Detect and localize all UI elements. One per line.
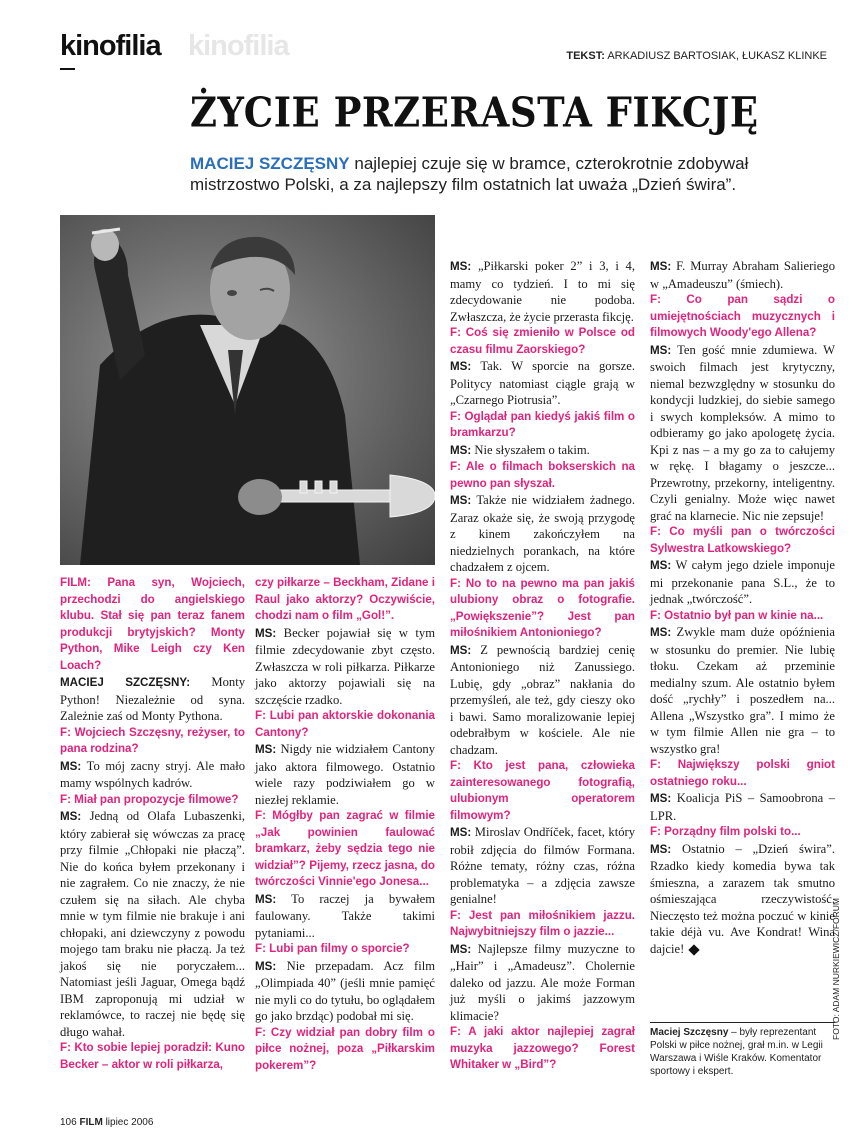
photo-caption xyxy=(650,1022,835,1078)
speaker-label: MS: xyxy=(650,792,672,805)
author-credit xyxy=(566,50,827,62)
speaker-label: MS: xyxy=(450,942,472,956)
speaker-label: MS: xyxy=(650,559,672,572)
answer-text: To raczej ja bywałem faulowany. Także takimi pytaniami... xyxy=(255,891,435,940)
interview-answer xyxy=(255,958,435,1025)
headline: ŻYCIE PRZERASTA FIKCJĘ xyxy=(190,88,759,137)
interview-question: F: Mógłby pan zagrać w filmie „Jak powinien faulować bramkarz, żeby sędzia tego nie widział”? Pijemy, rzecz jasna, do twórczości Vinnie'ego Jonesa... xyxy=(255,809,435,888)
answer-text: Także nie widziałem żadnego. Zaraz okaże się, że swoją przygodę z kinem zakończyłem na niedzielnych porankach, na które chadzałem z ojcem. xyxy=(450,493,635,574)
interview-question: F: Czy widział pan dobry film o piłce nożnej, poza „Piłkarskim pokerem”? xyxy=(255,1025,435,1072)
speaker-label: MS: xyxy=(450,360,472,373)
page-number: 106 xyxy=(60,1117,77,1128)
caption-name: Maciej Szczęsny xyxy=(650,1027,729,1038)
answer-text: Tak. W sporcie na gorsze. Politycy natomiast ciągle grają w „Czarnego Piotrusia”. xyxy=(450,359,635,407)
interview-answer xyxy=(450,442,635,460)
interview-answer xyxy=(650,557,835,608)
caption-text: – były reprezentant Polski w piłce nożnej, grał m.in. w Legii Warszawa i Wiśle Kraków. Komentator sportowy i ekspert. xyxy=(650,1027,823,1077)
interview-question: F: Ale o filmach bokserskich na pewno pan słyszał. xyxy=(450,460,635,490)
interview-answer xyxy=(650,258,835,292)
speaker-label: MS: xyxy=(60,810,82,823)
interview-question: F: A jaki aktor najlepiej zagrał muzyka jazzowego? Forest Whitaker w „Bird”? xyxy=(450,1025,635,1071)
speaker-label: MS: xyxy=(650,626,672,639)
speaker-label: MS: xyxy=(255,626,277,640)
page-footer xyxy=(60,1117,153,1128)
interview-answer xyxy=(255,625,435,709)
answer-text: Jedną od Olafa Lubaszenki, który zabierał się wówczas za pracę przy filmie „Chłopaki nie płaczą”. Nie do końca byłem przekonany i nie zagrałem. Co nie znaczy, że nie czułem się na siłach. Ale chyba mnie w tym filmie nie brakuje i ani chłopaki, ani dziewczyny z powodu mojego tam braku nie płaczą. Ja też jakoś się nie poryczałem... Natomiast jeśli Jaguar, Omega bądź IBM zaproponują mi udział w reklamówce, to raczej nie będę się długo wahał. xyxy=(60,809,245,1039)
answer-text: Zwykle mam duże opóźnienia w stosunku do premier. Nie lubię tłoku. Czekam aż przeminie medialny szum. Ale ostatnio byłem dość „rychły” i poszedłem na... Allena „Wszystko gra”. I mimo że w tym filmie Allen nie gra – to wszystko gra! xyxy=(650,625,835,756)
interview-question: F: Coś się zmieniło w Polsce od czasu filmu Zaorskiego? xyxy=(450,326,635,356)
interview-answer xyxy=(60,808,245,1040)
credit-names: ARKADIUSZ BARTOSIAK, ŁUKASZ KLINKE xyxy=(607,50,827,62)
interview-answer xyxy=(255,891,435,942)
section-title-ghost: kinofilia xyxy=(188,30,289,62)
speaker-label: MS: xyxy=(60,759,82,773)
interview-question: F: Oglądał pan kiedyś jakiś film o bramkarzu? xyxy=(450,409,635,439)
speaker-label: MS: xyxy=(255,743,277,756)
end-mark-icon xyxy=(689,944,700,955)
interview-answer xyxy=(450,358,635,409)
interview-answer xyxy=(450,492,635,576)
answer-text: „Piłkarski poker 2” i 3, i 4, mamy co tydzień. I to mi się zdecydowanie nie podoba. Zwłaszcza, że życie przerasta fikcję. xyxy=(450,259,635,324)
interview-answer xyxy=(650,841,835,958)
lead-paragraph xyxy=(190,153,810,195)
interview-question: F: Miał pan propozycje filmowe? xyxy=(60,792,239,806)
speaker-label: MS: xyxy=(650,343,672,357)
speaker-label: MS: xyxy=(255,959,277,973)
interview-answer xyxy=(650,790,835,824)
speaker-label: MS: xyxy=(650,260,672,273)
interview-answer xyxy=(450,941,635,1025)
speaker-label: MACIEJ SZCZĘSNY: xyxy=(60,676,191,689)
section-rule xyxy=(60,68,75,70)
answer-text: Ten gość mnie zdumiewa. W swoich filmach jest krytyczny, niemal bezwzględny w stosunku do kondycji ludzkiej, do siebie samego i swych kompleksów. A mimo to odbieramy go jako apologetę życia. Kpi z nas – a my go za to całujemy w rękę. I błagamy o jeszcze... Przewrotny, przekorny, inteligentny. Czyli genialny. Może więc nawet grać na klarnecie. Nic nie zepsuje! xyxy=(650,342,835,523)
interview-answer xyxy=(255,741,435,808)
section-title: kinofilia xyxy=(60,30,161,62)
answer-text: Nigdy nie widziałem Cantony jako aktora filmowego. Ostatnio wiele razy podziwiałem go w niezłej reklamie. xyxy=(255,742,435,807)
portrait-illustration xyxy=(60,215,435,565)
interview-question: F: Co pan sądzi o umiejętnościach muzycznych i filmowych Woody'ego Allena? xyxy=(650,293,835,339)
credit-label: TEKST: xyxy=(566,50,605,62)
answer-text: Monty Python! Niezależnie od syna. Zależnie zaś od Monty Pythona. xyxy=(60,675,245,723)
interview-question: F: Porządny film polski to... xyxy=(650,825,801,838)
answer-text: F. Murray Abraham Salieriego w „Amadeuszu” (śmiech). xyxy=(650,259,835,291)
interview-answer xyxy=(60,674,245,725)
interview-answer xyxy=(450,642,635,759)
answer-text: Koalicja PiS – Samoobrona – LPR. xyxy=(650,791,835,823)
interview-question: F: Jest pan miłośnikiem jazzu. Najwybitniejszy film o jazzie... xyxy=(450,908,635,938)
speaker-label: MS: xyxy=(255,892,277,906)
speaker-label: MS: xyxy=(450,494,472,507)
speaker-label: MS: xyxy=(450,260,472,273)
answer-text: Najlepsze filmy muzyczne to „Hair” i „Amadeusz”. Cholernie daleko od jazzu. Ale może Forman już myśli o jakimś jazzowym klimacie? xyxy=(450,941,635,1023)
answer-text: W całym jego dziele imponuje mi przekonanie pana S.L., że to jednak „twórczość”. xyxy=(650,558,835,606)
answer-text: Becker pojawiał się w tym filmie zdecydowanie zbyt często. Zwłaszcza w roli piłkarza. Piłkarze jako aktorzy pojawiali się na szczęście rzadko. xyxy=(255,625,435,707)
interview-question: F: Co myśli pan o twórczości Sylwestra Latkowskiego? xyxy=(650,525,835,555)
answer-text: Ostatnio – „Dzień świra”. Rzadko kiedy komedia bywa tak śmieszna, a zarazem tak smutno ośmieszająca rzeczywistość. Nieczęsto też można poczuć w kinie takie déjà vu. Ave Kondrat! Wina dajcie! xyxy=(650,841,835,956)
interview-question: F: Kto sobie lepiej poradził: Kuno Becker – aktor w roli piłkarza, xyxy=(60,1041,245,1071)
interview-question: F: No to na pewno ma pan jakiś ulubiony obraz o fotografie. „Powiększenie”? Jest pan miłośnikiem Antonioniego? xyxy=(450,576,635,639)
interview-question: F: Lubi pan aktorskie dokonania Cantony? xyxy=(255,709,435,739)
issue-date: lipiec 2006 xyxy=(105,1117,154,1128)
interview-answer xyxy=(650,342,835,525)
answer-text: To mój zacny stryj. Ale mało mamy wspólnych kadrów. xyxy=(60,758,245,790)
photo-credit: FOTO: ADAM NURKIEWICZ/FORUM xyxy=(831,898,841,1040)
interview-question: czy piłkarze – Beckham, Zidane i Raul jako aktorzy? Oczywiście, chodzi nam o film „Gol!”. xyxy=(255,576,435,622)
magazine-brand: FILM xyxy=(79,1117,103,1128)
speaker-label: MS: xyxy=(450,443,472,457)
interview-question: F: Wojciech Szczęsny, reżyser, to pana rodzina? xyxy=(60,725,245,755)
speaker-label: MS: xyxy=(450,826,472,839)
interview-question: F: Lubi pan filmy o sporcie? xyxy=(255,942,410,955)
column-4 xyxy=(650,258,835,957)
speaker-label: MS: xyxy=(450,643,472,657)
answer-text: Nie przepadam. Acz film „Olimpiada 40” (jeśli mnie pamięć nie myli co do tytułu, bo oglądałem go jako brzdąc) podobał mi się. xyxy=(255,958,435,1023)
answer-text: Miroslav Ondříček, facet, który robił zdjęcia do filmów Formana. Różne tematy, różny czas, różna problematyka – a zdjęcia zawsze genialne! xyxy=(450,825,635,906)
interview-answer xyxy=(450,824,635,908)
interview-answer xyxy=(60,758,245,792)
lead-name: MACIEJ SZCZĘSNY xyxy=(190,154,350,173)
interview-question: F: Największy polski gniot ostatniego roku... xyxy=(650,758,835,788)
speaker-label: MS: xyxy=(650,842,672,856)
interview-answer xyxy=(450,258,635,325)
column-1 xyxy=(60,575,245,1073)
column-2 xyxy=(255,575,435,1074)
portrait-photo xyxy=(60,215,435,565)
lead-text: najlepiej czuje się w bramce, czterokrotnie zdobywał mistrzostwo Polski, a za najlepszy film ostatnich lat uważa „Dzień świra”. xyxy=(190,154,749,194)
interview-question: FILM: Pana syn, Wojciech, przechodzi do angielskiego klubu. Stał się pan teraz fanem produkcji brytyjskich? Monty Python, Mike Leigh czy Ken Loach? xyxy=(60,576,245,672)
column-3 xyxy=(450,258,635,1074)
answer-text: Nie słyszałem o takim. xyxy=(471,442,590,457)
interview-answer xyxy=(650,624,835,757)
interview-question: F: Ostatnio był pan w kinie na... xyxy=(650,608,824,622)
interview-question: F: Kto jest pana, człowieka zainteresowanego fotografią, ulubionym operatorem filmowym? xyxy=(450,759,635,822)
answer-text: Z pewnością bardziej cenię Antonioniego niż Zanussiego. Lubię, gdy „obraz” nakłania do przemyśleń, ale też, gdy cieszy oko i bawi. Samo moralizowanie lepiej odebrałbym w kościele. Ale nie chadzam. xyxy=(450,642,635,757)
